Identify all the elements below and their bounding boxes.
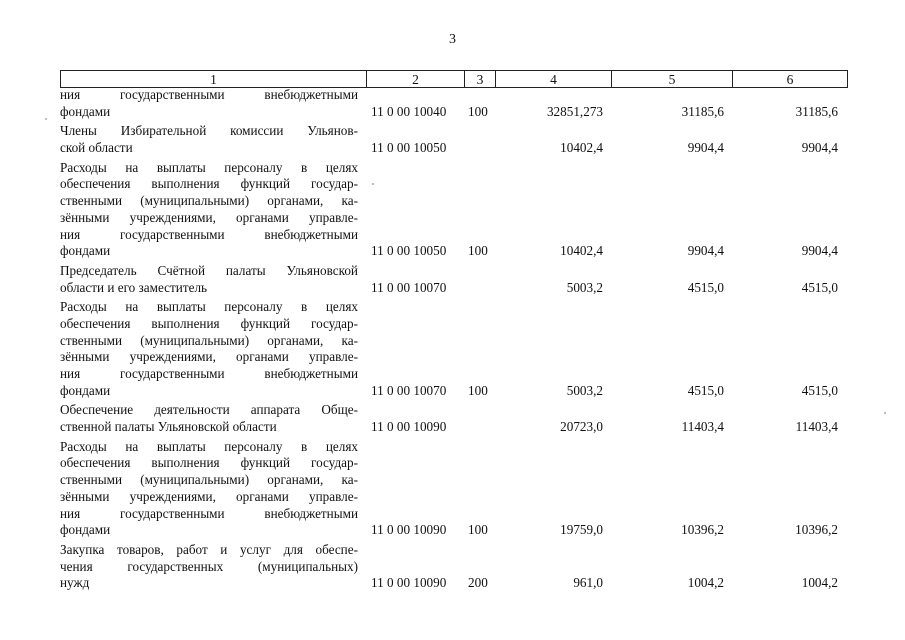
scan-speck <box>45 118 47 120</box>
value-col-6: 10396,2 <box>795 522 838 538</box>
description-line: обеспечения выполнения функций государ- <box>60 176 358 192</box>
row-description <box>60 542 358 592</box>
budget-code: 11 0 00 10050 <box>371 243 447 259</box>
column-header-6: 6 <box>733 71 848 88</box>
value-col-6: 9904,4 <box>801 140 838 156</box>
expense-type: 200 <box>468 575 488 591</box>
expense-type: 100 <box>468 382 488 398</box>
value-col-6: 11403,4 <box>795 419 838 435</box>
description-line: обеспечения выполнения функций государ- <box>60 315 358 331</box>
description-line: Председатель Счётной палаты Ульяновской <box>60 262 358 278</box>
budget-code: 11 0 00 10040 <box>371 103 447 119</box>
scan-speck <box>884 412 886 414</box>
value-col-4: 20723,0 <box>560 419 603 435</box>
budget-code: 11 0 00 10090 <box>371 419 447 435</box>
value-col-5: 31185,6 <box>681 103 724 119</box>
value-col-5: 11403,4 <box>681 419 724 435</box>
row-description <box>60 402 358 435</box>
value-col-4: 5003,2 <box>566 382 603 398</box>
description-line: ственными (муниципальными) органами, ка- <box>60 472 358 488</box>
column-header-3: 3 <box>465 71 496 88</box>
value-col-4: 10402,4 <box>560 243 603 259</box>
budget-code: 11 0 00 10090 <box>371 522 447 538</box>
description-line: зёнными учреждениями, органами управле- <box>60 488 358 504</box>
description-line: фондами <box>60 382 111 398</box>
table-row <box>60 123 860 156</box>
row-description <box>60 299 358 399</box>
description-line: Обеспечение деятельности аппарата Обще- <box>60 402 358 418</box>
value-col-4: 5003,2 <box>566 279 603 295</box>
column-header-4: 4 <box>496 71 612 88</box>
value-col-6: 1004,2 <box>801 575 838 591</box>
value-col-4: 32851,273 <box>546 103 603 119</box>
row-description <box>60 263 358 296</box>
budget-table-body <box>60 87 860 592</box>
description-line: фондами <box>60 103 111 119</box>
description-line: ния государственными внебюджетными <box>60 87 358 102</box>
value-col-4: 961,0 <box>573 575 603 591</box>
description-line: фондами <box>60 243 111 259</box>
table-row <box>60 160 860 260</box>
column-header-1: 1 <box>61 71 367 88</box>
description-line: ственной палаты Ульяновской области <box>60 419 277 435</box>
budget-code: 11 0 00 10050 <box>371 140 447 156</box>
description-line: Закупка товаров, работ и услуг для обеспе- <box>60 541 358 557</box>
description-line: Расходы на выплаты персоналу в целях <box>60 438 358 454</box>
column-header-2: 2 <box>367 71 465 88</box>
table-row <box>60 263 860 296</box>
row-description <box>60 87 358 120</box>
budget-code: 11 0 00 10070 <box>371 382 447 398</box>
row-description <box>60 123 358 156</box>
value-col-4: 10402,4 <box>560 140 603 156</box>
column-header-5: 5 <box>612 71 733 88</box>
value-col-5: 9904,4 <box>687 140 724 156</box>
value-col-6: 4515,0 <box>801 382 838 398</box>
description-line: ния государственными внебюджетными <box>60 366 358 381</box>
description-line: ственными (муниципальными) органами, ка- <box>60 332 358 348</box>
page-number: 3 <box>449 32 456 47</box>
description-line: фондами <box>60 522 111 538</box>
description-line: Расходы на выплаты персоналу в целях <box>60 159 358 175</box>
row-description <box>60 160 358 260</box>
description-line: нужд <box>60 575 90 591</box>
description-line: чения государственных (муниципальных) <box>60 558 358 574</box>
expense-type: 100 <box>468 243 488 259</box>
value-col-4: 19759,0 <box>560 522 603 538</box>
row-description <box>60 439 358 539</box>
description-line: обеспечения выполнения функций государ- <box>60 455 358 471</box>
description-line: зёнными учреждениями, органами управле- <box>60 209 358 225</box>
description-line: зёнными учреждениями, органами управле- <box>60 349 358 365</box>
scan-speck <box>372 183 374 185</box>
description-line: ской области <box>60 140 133 156</box>
table-row <box>60 87 860 120</box>
value-col-5: 4515,0 <box>687 279 724 295</box>
table-row <box>60 542 860 592</box>
expense-type: 100 <box>468 522 488 538</box>
value-col-6: 9904,4 <box>801 243 838 259</box>
value-col-5: 9904,4 <box>687 243 724 259</box>
description-line: Расходы на выплаты персоналу в целях <box>60 299 358 315</box>
description-line: ственными (муниципальными) органами, ка- <box>60 193 358 209</box>
description-line: Члены Избирательной комиссии Ульянов- <box>60 123 358 139</box>
budget-code: 11 0 00 10070 <box>371 279 447 295</box>
budget-code: 11 0 00 10090 <box>371 575 447 591</box>
column-header-row <box>60 70 848 88</box>
description-line: ния государственными внебюджетными <box>60 226 358 242</box>
description-line: ния государственными внебюджетными <box>60 505 358 521</box>
value-col-5: 4515,0 <box>687 382 724 398</box>
table-row <box>60 299 860 399</box>
expense-type: 100 <box>468 103 488 119</box>
description-line: области и его заместитель <box>60 279 208 295</box>
value-col-6: 4515,0 <box>801 279 838 295</box>
table-row <box>60 402 860 435</box>
value-col-6: 31185,6 <box>795 103 838 119</box>
value-col-5: 10396,2 <box>681 522 724 538</box>
table-row <box>60 439 860 539</box>
value-col-5: 1004,2 <box>687 575 724 591</box>
